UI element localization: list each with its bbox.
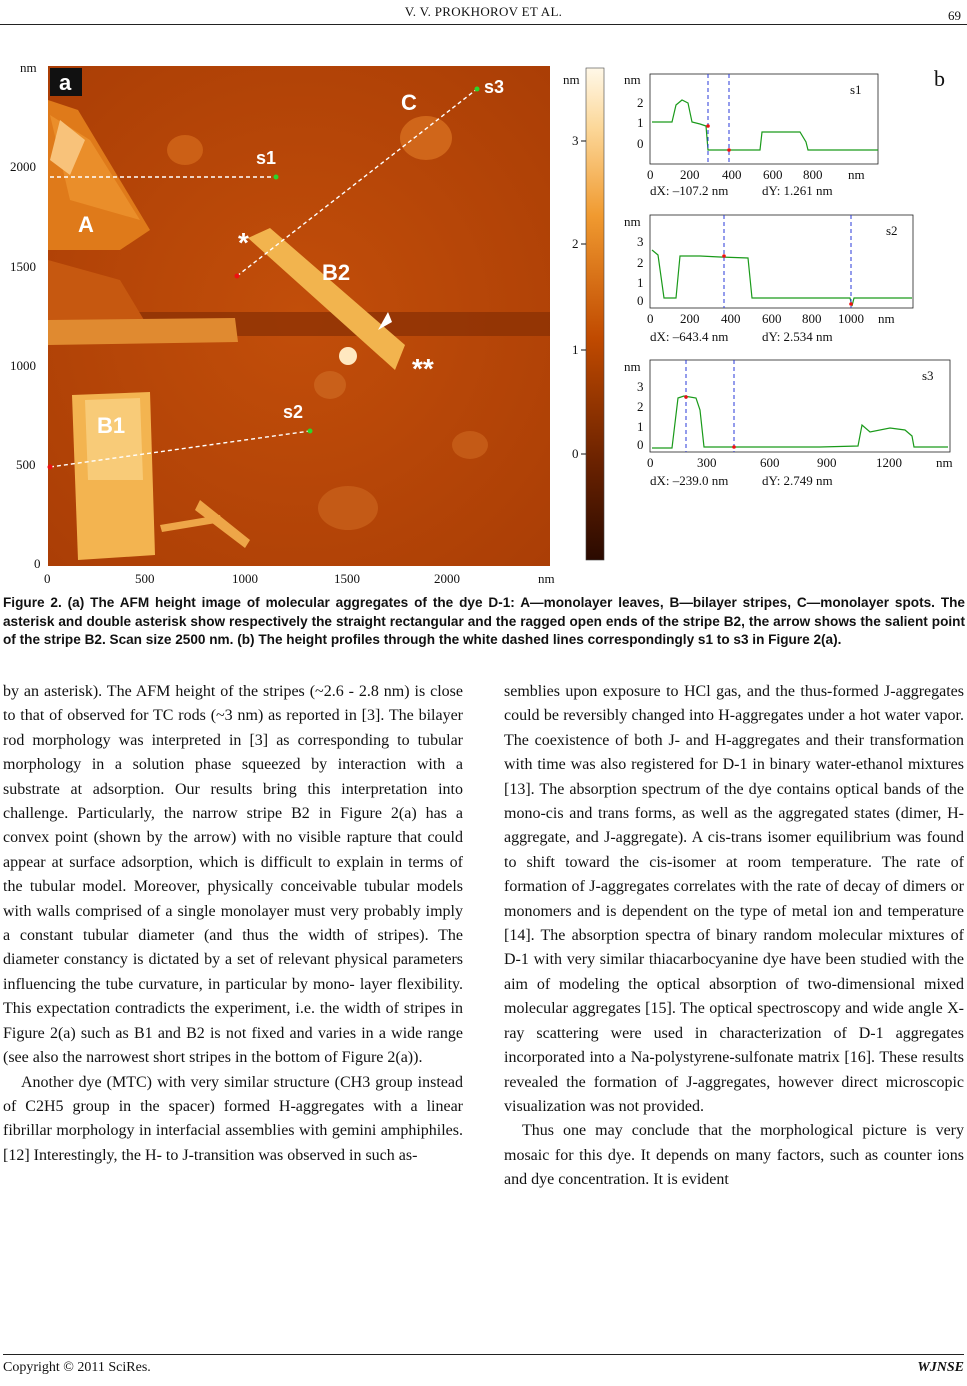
right-paragraph-1: semblies upon exposure to HCl gas, and the thus-formed J-aggregates could be reversibly changed into H-aggregates under a hot water vapor. The coexistence of both J- and H-aggregates and their transformation with time was also registered for D-1 in binary water-ethanol mixtures [13]. The absorption spectrum of the dye contains optical bands of the mono-cis and trans forms, as well as the aggregated states (dimer, H-aggregate, and J-aggregate). A cis-trans isomer equilibrium was found to shift toward the cis-isomer at room temperature. The rate of formation of J-aggregates correlates with the rate of decay of dimers or monomers and is dependent on the type of metal ion and temperature [14]. The absorption spectra of binary random molecular mixtures of D-1 with very similar thiacarbocyanine dye have been studied with the aim of modeling the optical absorption of two-dimensional mixed molecular aggregates [15]. The optical spectroscopy and wide angle X-ray scattering were used in characterization of D-1 aggregates incorporated into a Na-polystyrene-sulfonate matrix [16]. These results revealed the formation of J-aggregates, however direct microscopic visualization was not provided.	[504, 683, 964, 1115]
s1-y-tick-2: 2	[637, 95, 644, 110]
label-s3: s3	[484, 77, 505, 97]
s1-y-tick-1: 1	[637, 115, 644, 130]
left-paragraph-1: by an asterisk). The AFM height of the stripes (~2.6 - 2.8 nm) is close to that of observed for TC rods (~3 nm) as reported in [3]. The bilayer rod morphology was interpreted in [3] as corresponding to tubular morphology in a solution phase squeezed by interaction with a substrate at adsorption. Our results bring this interpretation into challenge. Particularly, the narrow stripe B2 in Figure 2(a) has a convex point (shown by the arrow) with no visible rapture that could appear at surface adsorption, which is difficult to explain in terms of the tubular model. Moreover, physically conceivable tubular models with walls comprised of a single monolayer must very probably imply a constant tubular diameter (and thus the width of stripes). The diameter constancy is dictated by a set of relevant physical parameters influencing the tube curvature, in particular by mono- layer flexibility. This expectation contradicts the experiment, i.e. the width of stripes in Figure 2(a) such as B1 and B2 is not fixed and varies in a wide range (see also the narrowest short stripes in the bottom of Figure 2(a)).	[3, 683, 463, 1067]
s3-cursor-pt-2	[732, 445, 736, 449]
running-author: V. V. PROKHOROV ET AL.	[404, 4, 563, 19]
s1-x-tick-800: 800	[803, 167, 823, 182]
s2-x-tick-200: 200	[680, 311, 700, 326]
y-tick-500: 500	[16, 457, 36, 472]
s2-x-tick-400: 400	[721, 311, 741, 326]
y-unit: nm	[20, 60, 37, 75]
s1-x-unit: nm	[848, 167, 865, 182]
figure-2	[0, 40, 967, 590]
s2-cursor-pt-2	[849, 302, 853, 306]
copyright: Copyright © 2011 SciRes.	[3, 1360, 151, 1375]
s3-x-tick-300: 300	[697, 455, 717, 470]
page-number: 69	[948, 8, 961, 23]
profile-s2-plot	[624, 214, 913, 344]
header-rule	[0, 24, 967, 25]
label-double-asterisk: **	[412, 353, 434, 384]
s2-start	[48, 465, 53, 470]
colorbar-tick-1: 1	[572, 342, 579, 357]
label-c: C	[401, 90, 417, 115]
colorbar	[563, 68, 604, 560]
right-paragraph-2: Thus one may conclude that the morphological picture is very mosaic for this dye. It depends on many factors, such as counter ions and dye concentration. It is evident	[504, 1122, 964, 1189]
s1-marker	[274, 175, 279, 180]
s2-x-tick-1000: 1000	[838, 311, 864, 326]
s2-y-tick-2: 2	[637, 255, 644, 270]
y-tick-0: 0	[34, 556, 41, 571]
colorbar-tick-0: 0	[572, 446, 579, 461]
s2-y-tick-3: 3	[637, 234, 644, 249]
s1-y-tick-0: 0	[637, 136, 644, 151]
s3-dy: dY: 2.749 nm	[762, 473, 833, 488]
colorbar-tick-2: 2	[572, 236, 579, 251]
spot-1	[167, 135, 203, 165]
s3-x-tick-0: 0	[647, 455, 654, 470]
s1-cursor-pt-2	[727, 148, 731, 152]
s2-y-tick-1: 1	[637, 275, 644, 290]
spot-3	[318, 486, 378, 530]
page-header	[0, 2, 967, 26]
s1-name: s1	[850, 82, 862, 97]
s2-name: s2	[886, 223, 898, 238]
s2-y-tick-0: 0	[637, 293, 644, 308]
label-s2: s2	[283, 402, 304, 422]
s2-x-tick-0: 0	[647, 311, 654, 326]
s3-y-tick-2: 2	[637, 399, 644, 414]
s2-marker	[308, 429, 313, 434]
s1-x-tick-200: 200	[680, 167, 700, 182]
label-b2: B2	[322, 260, 351, 285]
x-unit: nm	[538, 571, 555, 586]
s3-y-tick-3: 3	[637, 379, 644, 394]
s3-y-tick-1: 1	[637, 419, 644, 434]
s2-x-tick-600: 600	[762, 311, 782, 326]
profile-s3-plot	[624, 359, 953, 488]
s2-y-unit: nm	[624, 214, 641, 229]
s2-dy: dY: 2.534 nm	[762, 329, 833, 344]
x-tick-500: 500	[135, 571, 155, 586]
stripe-b1-highlight	[85, 398, 143, 480]
x-tick-1000: 1000	[232, 571, 258, 586]
s3-x-tick-900: 900	[817, 455, 837, 470]
label-a: A	[78, 212, 94, 237]
s3-y-unit: nm	[624, 359, 641, 374]
s3-dx: dX: –239.0 nm	[650, 473, 729, 488]
colorbar-unit: nm	[563, 72, 580, 87]
spot-c	[400, 116, 452, 160]
s3-x-unit: nm	[936, 455, 953, 470]
x-tick-2000: 2000	[434, 571, 460, 586]
s2-x-tick-800: 800	[802, 311, 822, 326]
s1-x-tick-600: 600	[763, 167, 783, 182]
spot-2	[314, 371, 346, 399]
s1-dy: dY: 1.261 nm	[762, 183, 833, 198]
journal-name: WJNSE	[917, 1360, 964, 1375]
panel-a	[10, 60, 555, 586]
label-s1: s1	[256, 148, 277, 168]
s3-cursor-pt-1	[684, 395, 688, 399]
y-tick-1000: 1000	[10, 358, 36, 373]
footer-rule	[3, 1354, 964, 1355]
colorbar-tick-3: 3	[572, 133, 579, 148]
label-b1: B1	[97, 413, 126, 438]
y-tick-1500: 1500	[10, 259, 36, 274]
label-asterisk: *	[238, 227, 249, 258]
page-footer	[3, 1360, 964, 1376]
s3-frame	[650, 360, 950, 452]
left-paragraph-2: Another dye (MTC) with very similar structure (CH3 group instead of C2H5 group in the spacer) formed H-aggregates with a linear fibrillar morphology in interfacial assemblies with gemini amphiphiles. [12] Interestingly, the H- to J-transition was observed in such as-	[3, 1073, 463, 1164]
s3-x-tick-600: 600	[760, 455, 780, 470]
s3-name: s3	[922, 368, 934, 383]
profile-s1-plot	[624, 72, 878, 198]
s1-dx: dX: –107.2 nm	[650, 183, 729, 198]
colorbar-gradient	[586, 68, 604, 560]
y-tick-2000: 2000	[10, 159, 36, 174]
x-tick-1500: 1500	[334, 571, 360, 586]
s1-x-tick-400: 400	[722, 167, 742, 182]
s1-x-tick-0: 0	[647, 167, 654, 182]
x-tick-0: 0	[44, 571, 51, 586]
s2-cursor-pt-1	[722, 254, 726, 258]
s2-frame	[650, 215, 913, 308]
s3-start	[235, 274, 240, 279]
stripe-mid	[48, 318, 238, 345]
s3-y-tick-0: 0	[637, 437, 644, 452]
figure-caption: Figure 2. (a) The AFM height image of molecular aggregates of the dye D-1: A—monolayer leaves, B—bilayer stripes, C—monolayer spots. The asterisk and double asterisk show respectively the straight rectangular and the ragged open ends of the stripe B2, the arrow shows the salient point of the stripe B2. Scan size 2500 nm. (b) The height profiles through the white dashed lines correspondingly s1 to s3 in Figure 2(a).	[3, 595, 965, 648]
s2-dx: dX: –643.4 nm	[650, 329, 729, 344]
s2-x-unit: nm	[878, 311, 895, 326]
right-column	[504, 680, 964, 1193]
s3-x-tick-1200: 1200	[876, 455, 902, 470]
left-column	[3, 680, 463, 1168]
s1-cursor-pt-1	[706, 124, 710, 128]
b2-blob	[339, 347, 357, 365]
panel-b-label: b	[934, 66, 945, 91]
s3-marker	[475, 87, 480, 92]
panel-a-label: a	[59, 70, 72, 95]
s1-y-unit: nm	[624, 72, 641, 87]
spot-4	[452, 431, 488, 459]
